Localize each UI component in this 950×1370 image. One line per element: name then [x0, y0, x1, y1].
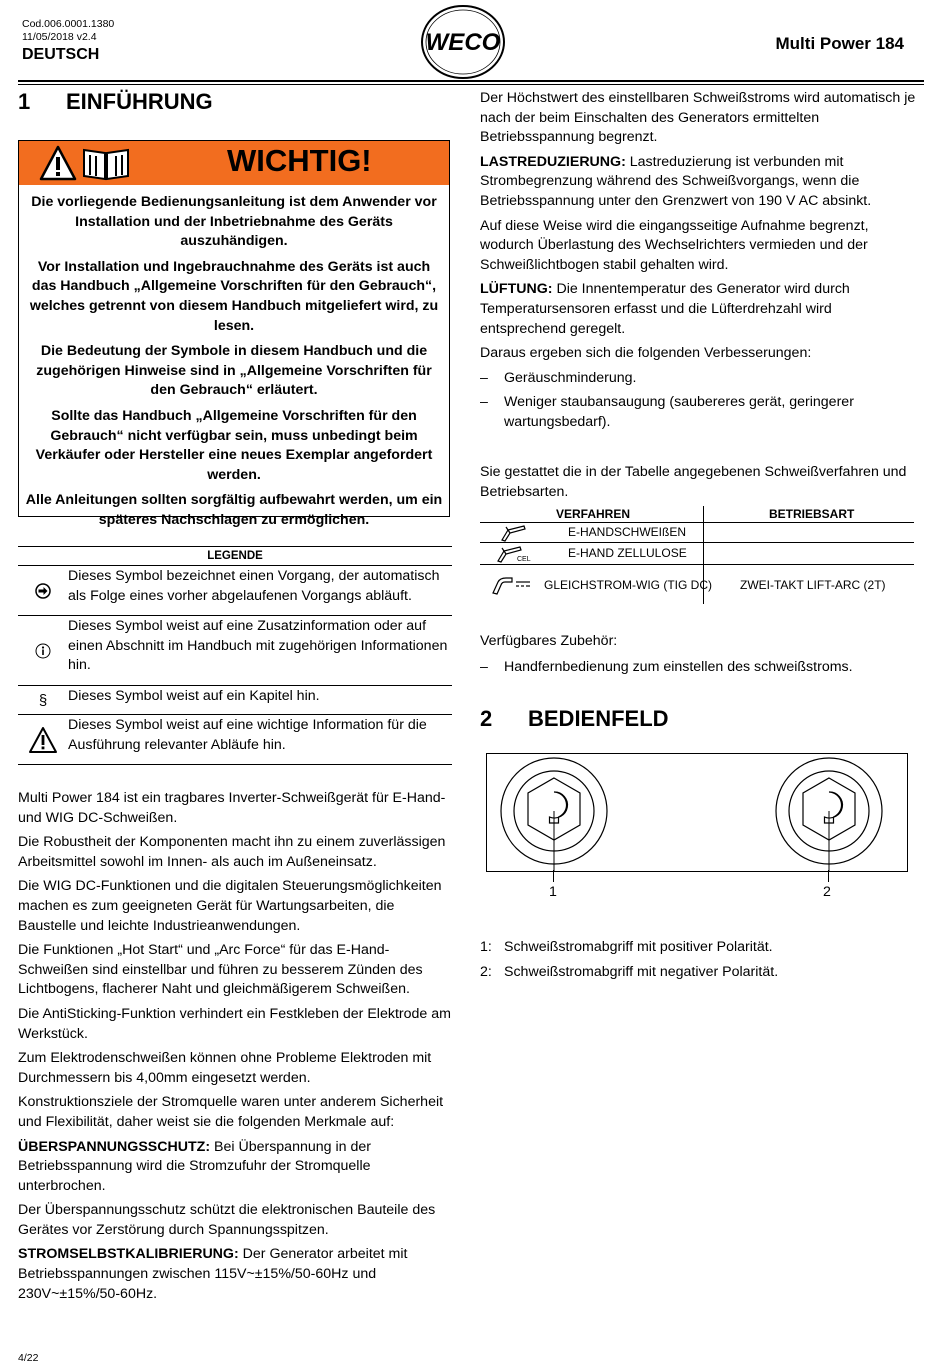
body-paragraph: Der Höchstwert des einstellbaren Schweißstroms wird automatisch je nach der beim Einschalten des Generators ermittelten Betriebsspannung begrenzt. [480, 90, 916, 146]
warning-box [18, 140, 450, 528]
section-2-title: 2 BEDIENFELD [480, 706, 669, 731]
table-row [480, 543, 914, 565]
legend-row [18, 616, 452, 686]
table-header-row [480, 506, 914, 523]
item-number: 2: [480, 963, 492, 980]
warning-triangle-icon [28, 726, 58, 754]
process-name: E-HAND ZELLULOSE [568, 546, 687, 560]
product-name: Multi Power 184 [775, 34, 904, 53]
warning-paragraph: Die Bedeutung der Symbole in diesem Handbuch und die zugehörigen Hinweise sind in „Allgemeine Vorschriften für den Gebrauch“ erläutert. [36, 343, 432, 399]
control-panel-diagram [486, 753, 908, 872]
panel-items [480, 938, 916, 982]
document-code: Cod.006.0001.1380 [22, 18, 115, 30]
warning-paragraph: Vor Installation und Ingebrauchnahme des Geräts ist auch das Handbuch „Allgemeine Vorschriften für den Gebrauch“, welches getrennt von diesem Handbuch mitgeliefert wird, zu lesen. [29, 258, 439, 334]
process-table [480, 506, 914, 605]
callout-line [828, 870, 829, 882]
legend-row [18, 715, 452, 765]
icon-label: CEL [517, 556, 531, 563]
item-number: 1: [480, 939, 492, 955]
table-row [480, 565, 914, 605]
legend-text: Dieses Symbol bezeichnet einen Vorgang, der automatisch als Folge eines vorher abgelaufenen Vorgangs abläuft. [68, 568, 440, 604]
document-date-version: 11/05/2018 v2.4 [22, 31, 97, 43]
electrode-holder-icon [498, 524, 528, 542]
process-name: GLEICHSTROM-WIG (TIG DC) [544, 578, 712, 592]
body-paragraph: Daraus ergeben sich die folgenden Verbesserungen: [480, 345, 812, 362]
panel-label-1: 1 [549, 884, 557, 900]
tig-torch-dc-icon [490, 575, 532, 595]
table-header-mode: BETRIEBSART [769, 507, 855, 521]
item-text: Schweißstromabgriff mit negativer Polarität. [504, 963, 779, 980]
panel-label-2: 2 [823, 884, 831, 900]
manual-book-icon [81, 145, 131, 181]
legend-text: Dieses Symbol weist auf eine wichtige Information für die Ausführung relevanter Abläufe hin. [68, 717, 427, 753]
list-item [480, 938, 916, 958]
body-paragraph: Konstruktionsziele der Stromquelle waren unter anderem Sicherheit und Flexibilität, daher weist sie die folgenden Merkmale auf: [18, 1094, 444, 1130]
left-column-text [18, 789, 454, 1309]
list-item [480, 963, 916, 983]
body-paragraph: Zum Elektrodenschweißen können ohne Probleme Elektroden mit Durchmessern bis 4,00mm eingesetzt werden. [18, 1050, 432, 1086]
body-paragraph: Die WIG DC-Funktionen und die digitalen Steuerungsmöglichkeiten machen es zum geeigneten Gerät für Wartungsarbeiten, die Baustelle und leichte Industrieanwendungen. [18, 878, 442, 934]
table-row [480, 523, 914, 543]
table-header-process: VERFAHREN [556, 507, 631, 521]
ventilation-paragraph: LÜFTUNG: Die Innentemperatur des Generator wird durch Temperatursensoren erfasst und die Lüfterdrehzahl wird entsprechend geregelt. [480, 281, 850, 337]
warning-triangle-icon [39, 145, 77, 181]
calibration-paragraph: STROMSELBSTKALIBRIERUNG: Der Generator arbeitet mit Betriebsspannungen zwischen 115V~±15%/50-60Hz und 230V~±15%/50-60Hz. [18, 1246, 408, 1302]
body-paragraph: Multi Power 184 ist ein tragbares Inverter-Schweißgerät für E-Hand- und WIG DC-Schweißen. [18, 790, 446, 826]
section-sign-icon: § [38, 691, 48, 709]
body-paragraph: Die AntiSticking-Funktion verhindert ein Festkleben der Elektrode am Werkstück. [18, 1005, 451, 1042]
logo-text: WECO [425, 29, 501, 56]
warning-paragraph: Alle Anleitungen sollten sorgfältig aufbewahrt werden, um ein späteres Nachschlagen zu ermöglichen. [25, 492, 443, 528]
accessories-list [480, 658, 916, 678]
warning-paragraph: Sollte das Handbuch „Allgemeine Vorschriften für den Gebrauch“ nicht verfügbar sein, muss unbedingt beim Verkäufer oder Hersteller eine neues Exemplar angefordert werden. [35, 407, 433, 483]
body-paragraph: Der Überspannungsschutz schützt die elektronischen Bauteile des Gerätes vor Zerstörung durch Spannungsspitzen. [18, 1202, 436, 1238]
right-column-text [480, 89, 916, 433]
page-number: 4/22 [18, 1352, 39, 1364]
weco-logo [419, 4, 507, 80]
callout-line [553, 870, 554, 882]
legend-title: LEGENDE [18, 546, 452, 566]
header-rule-thin [18, 84, 924, 85]
load-reduction-paragraph: LASTREDUZIERUNG: Lastreduzierung ist verbunden mit Strombegrenzung während des Schweißvorgangs, wenn die Betriebsspannung unter den Grenzwert von 190 V AC absinkt. [480, 153, 872, 209]
list-item: – Handfernbedienung zum einstellen des schweißstroms. [480, 658, 916, 678]
section-1-title: 1 EINFÜHRUNG [18, 89, 213, 114]
legend-table [18, 543, 452, 765]
warning-paragraph: Die vorliegende Bedienungsanleitung ist dem Anwender vor Installation und der Inbetriebnahme des Geräts auszuhändigen. [31, 194, 437, 250]
process-name: E-HANDSCHWEIßEN [568, 525, 687, 539]
improvements-list [480, 369, 916, 433]
list-item: – Weniger staubansaugung (saubereres gerät, geringerer wartungsbedarf). [480, 393, 916, 432]
list-item: – Geräuschminderung. [480, 369, 916, 389]
item-text: Schweißstromabgriff mit positiver Polarität. [504, 939, 773, 955]
legend-row [18, 686, 452, 715]
table-intro: Sie gestattet die in der Tabelle angegebenen Schweißverfahren und Betriebsarten. [480, 464, 907, 500]
overvoltage-paragraph: ÜBERSPANNUNGSSCHUTZ: Bei Überspannung in der Betriebsspannung wird die Stromzufuhr der Stromquelle unterbrochen. [18, 1138, 371, 1194]
warning-header [19, 141, 449, 185]
process-mode: ZWEI-TAKT LIFT-ARC (2T) [740, 578, 886, 592]
electrode-cellulose-icon [494, 545, 542, 563]
legend-text: Dieses Symbol weist auf ein Kapitel hin. [68, 688, 320, 704]
accessories-title: Verfügbares Zubehör: [480, 633, 618, 649]
body-paragraph: Die Funktionen „Hot Start“ und „Arc Force“ für das E-Hand-Schweißen sind einstellbar und führen zu besserem Zünden des Lichtbogens, flacherer Naht und gleichmäßigerem Schweißen. [18, 942, 423, 998]
document-language: DEUTSCH [22, 46, 100, 63]
accessories [480, 632, 916, 677]
legend-text: Dieses Symbol weist auf eine Zusatzinformation oder auf einen Abschnitt im Handbuch mit zugehörigen Informationen hin. [68, 618, 448, 674]
arrow-circle-icon [35, 583, 51, 599]
body-paragraph: Die Robustheit der Komponenten macht ihn zu einem zuverlässigen Arbeitsmittel sowohl im Innen- als auch im Außeneinsatz. [18, 834, 446, 870]
body-paragraph: Auf diese Weise wird die eingangsseitige Aufnahme begrenzt, wodurch Überlastung des Wechselrichters vermieden und der Schweißlichtbogen stabil gehalten wird. [480, 217, 869, 273]
legend-row [18, 566, 452, 616]
info-icon [35, 643, 51, 659]
warning-text [19, 185, 449, 531]
header-rule [18, 80, 924, 82]
warning-title: WICHTIG! [227, 143, 372, 178]
